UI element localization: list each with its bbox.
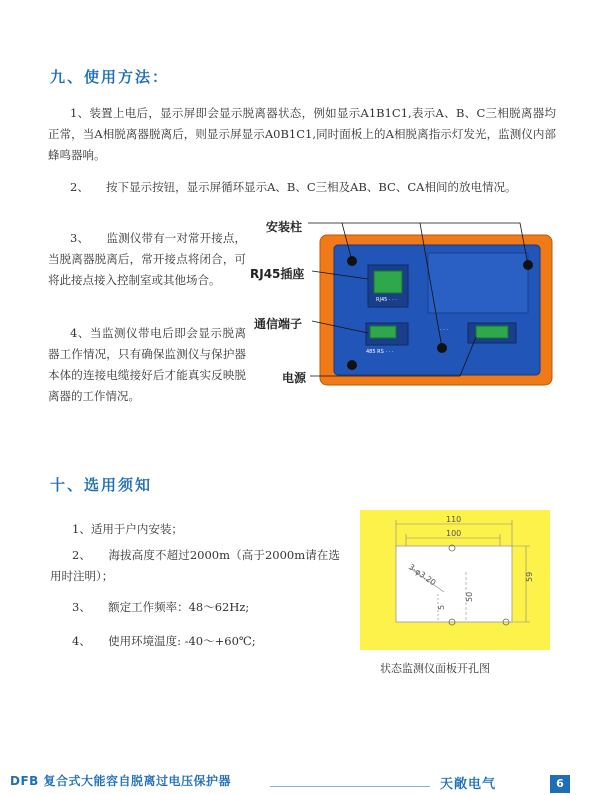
device-top-block [428,253,528,313]
section-10-title: 十、选用须知 [50,476,153,494]
drawing-caption: 状态监测仪面板开孔图 [380,662,490,675]
label-comm-terminal: 通信端子 [254,317,303,331]
comm-terminal [370,326,396,338]
page-number: 6 [550,775,570,793]
section-10-item-4: 4、 使用环境温度: -40～+60℃; [72,634,256,648]
dim-5: 5 [437,604,446,610]
panel-cutout-drawing [360,510,550,650]
label-rj45: RJ45插座 [250,267,305,281]
label-power: 电源 [282,371,307,385]
footer-product-name: DFB 复合式大能容自脱离过电压保护器 [10,774,231,788]
dim-110: 110 [446,515,462,524]
section-9-item-3: 3、 监测仪带有一对常开接点，当脱离器脱离后，常开接点将闭合，可将此接点接入控制室或其他场合。 [48,231,246,287]
dim-100: 100 [446,529,462,538]
dim-50: 50 [465,591,474,602]
comm-small-print: 485 RS · · · [366,349,394,355]
dim-hole: 3-φ3.20 [406,562,438,588]
dim-59: 59 [525,571,534,582]
section-9-item-4: 4、当监测仪带电后即会显示脱离器工作情况，只有确保监测仪与保护器本体的连接电缆接好后才能真实反映脱离器的工作情况。 [48,326,246,403]
cutout-rect [396,546,512,622]
section-10-item-3: 3、 额定工作频率：48～62Hz; [72,600,250,614]
section-9-item-1: 1、装置上电后，显示屏即会显示脱离器状态，例如显示A1B1C1,表示A、B、C三相脱离器均正常，当A相脱离器脱离后，则显示屏显示A0B1C1,同时面板上的A相脱离指示灯发光，监测仪内部蜂鸣器响。 [48,106,556,162]
mount-hole-bottom-left [347,360,357,370]
section-10-item-1: 1、适用于户内安装； [72,522,183,536]
power-terminal [476,326,508,338]
footer-brand: 天敞电气 [440,777,497,792]
rj45-socket [374,271,402,293]
section-9-item-2: 2、 按下显示按钮，显示屏循环显示A、B、C三相及AB、BC、CA相间的放电情况。 [70,180,517,194]
section-9-title: 九、使用方法： [50,68,170,86]
rj45-small-print: RJ45 · · · [376,297,397,303]
section-10-item-2: 2、 海拔高度不超过2000m（高于2000m请在选用时注明）； [50,548,340,583]
panel-cutout-svg [360,510,550,650]
power-small-print: · · · [440,327,448,333]
label-mount-post: 安装柱 [266,220,303,234]
footer-line [270,786,430,787]
